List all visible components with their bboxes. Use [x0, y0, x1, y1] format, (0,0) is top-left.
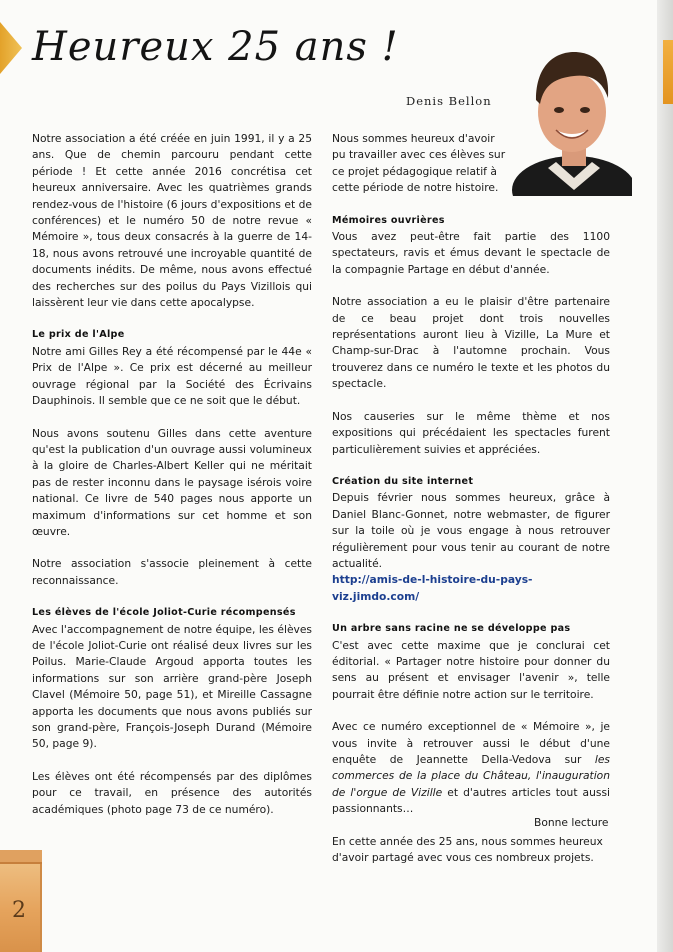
paragraph: [332, 719, 610, 817]
section-heading-joliot-curie: Les élèves de l'école Joliot-Curie récompensés: [32, 607, 296, 619]
paragraph: Vous avez peut-être fait partie des 1100 spectateurs, ravis et émus devant le spectacle de la compagnie Partage en début d'année.: [332, 230, 610, 276]
paragraph: Les élèves ont été récompensés par des diplômes pour ce travail, en présence des autorités académiques (photo page 73 de ce numéro).: [32, 769, 312, 816]
text-run: Avec ce numéro exceptionnel de « Mémoire », je vous invite à retrouver aussi le début d'une enquête de Jeannette Della-Vedova sur: [332, 720, 610, 766]
author-name: Denis Bellon: [406, 94, 492, 108]
paragraph: Nous sommes heureux d'avoir pu travailler avec ces élèves sur ce projet pédagogique relatif à cette période de notre histoire.: [332, 132, 506, 195]
pillar-cap-decoration: [0, 850, 42, 864]
section-heading-arbre-sans-racine: Un arbre sans racine ne se développe pas: [332, 623, 571, 635]
paragraph: Nos causeries sur le même thème et nos expositions qui précédaient les spectacles furent particulièrement suivies et appréciées.: [332, 409, 610, 456]
paragraph: Nous avons soutenu Gilles dans cette aventure qu'est la publication d'un ouvrage aussi volumineux à la gloire de Charles-Albert Keller qui ne méritait pas de rester inconnu dans le paysage isérois voire national. Ce livre de 540 pages nous apporte un maximum d'informations sur cet homme et son œuvre.: [32, 426, 312, 538]
paragraph: Notre ami Gilles Rey a été récompensé par le 44e « Prix de l'Alpe ». Ce prix est décerné au meilleur ouvrage régional par la Société des Écrivains Dauphinois. Il semble que ce ne soit que le début.: [32, 344, 312, 408]
section-heading-site-internet: Création du site internet: [332, 475, 474, 487]
sign-off: Bonne lecture: [534, 816, 609, 829]
page-number: 2: [12, 898, 26, 923]
section-heading-memoires-ouvrieres: Mémoires ouvrières: [332, 214, 445, 226]
paragraph: Notre association s'associe pleinement à cette reconnaissance.: [32, 557, 312, 587]
orange-tab-decoration: [0, 22, 22, 74]
website-link[interactable]: http://amis-de-l-histoire-du-pays-viz.jimdo.com/: [332, 573, 533, 603]
page-edge: [657, 0, 673, 952]
right-column: [332, 131, 610, 866]
italic-title: les commerces de la place du Château, l'inauguration de l'orgue de Vizille: [332, 753, 610, 799]
paragraph: Avec l'accompagnement de notre équipe, les élèves de l'école Joliot-Curie ont réalisé deux livres sur les Poilus. Marie-Claude Argoud apporta toutes les informations sur son arrière grand-père Joseph Clavel (Mémoire 50, page 51), et Mireille Cassagne apporta les documents que nous avons publiés sur son grand-père, François-Joseph Durand (Mémoire 50, page 9).: [32, 622, 312, 751]
page-title: Heureux 25 ans !: [32, 24, 399, 70]
paragraph: En cette année des 25 ans, nous sommes heureux d'avoir partagé avec vous ces nombreux projets.: [332, 834, 603, 865]
paragraph: C'est avec cette maxime que je conclurai cet éditorial. « Partager notre histoire pour donner du sens au présent et envisager l'avenir », telle pourrait être définie notre action sur le territoire.: [332, 638, 610, 701]
section-heading-prix-alpe: Le prix de l'Alpe: [32, 329, 125, 341]
paragraph: Depuis février nous sommes heureux, grâce à Daniel Blanc-Gonnet, notre webmaster, de figurer sur la toile où je vous engage à nous retrouver régulièrement pour vous tenir au courant de notre actualité.: [332, 491, 610, 570]
paragraph: Notre association a eu le plaisir d'être partenaire de ce beau projet dont trois nouvelles représentations auront lieu à Vizille, La Mure et Champ-sur-Drac à l'automne prochain. Vous trouverez dans ce numéro le texte et les photos du spectacle.: [332, 295, 610, 391]
intro-paragraph: Notre association a été créée en juin 1991, il y a 25 ans. Que de chemin parcouru pendant cette période ! Et cette année 2016 concrétisa cet heureux anniversaire. Avec les quatrièmes grands rendez-vous de l'histoire (6 jours d'expositions et de conférences) et le numéro 50 de notre revue « Mémoire », tous deux consacrés à la guerre de 14-18, nous avons retrouvé une incroyable quantité de documents inédits. De même, nous avons effectué des recherches sur des poilus du Pays Vizillois qui laissèrent leur vie dans cette apocalypse.: [32, 132, 312, 310]
left-column: [32, 131, 312, 818]
text-run: et d'autres articles tout aussi passionnants…: [332, 785, 610, 816]
orange-edge-decoration: [663, 40, 673, 104]
